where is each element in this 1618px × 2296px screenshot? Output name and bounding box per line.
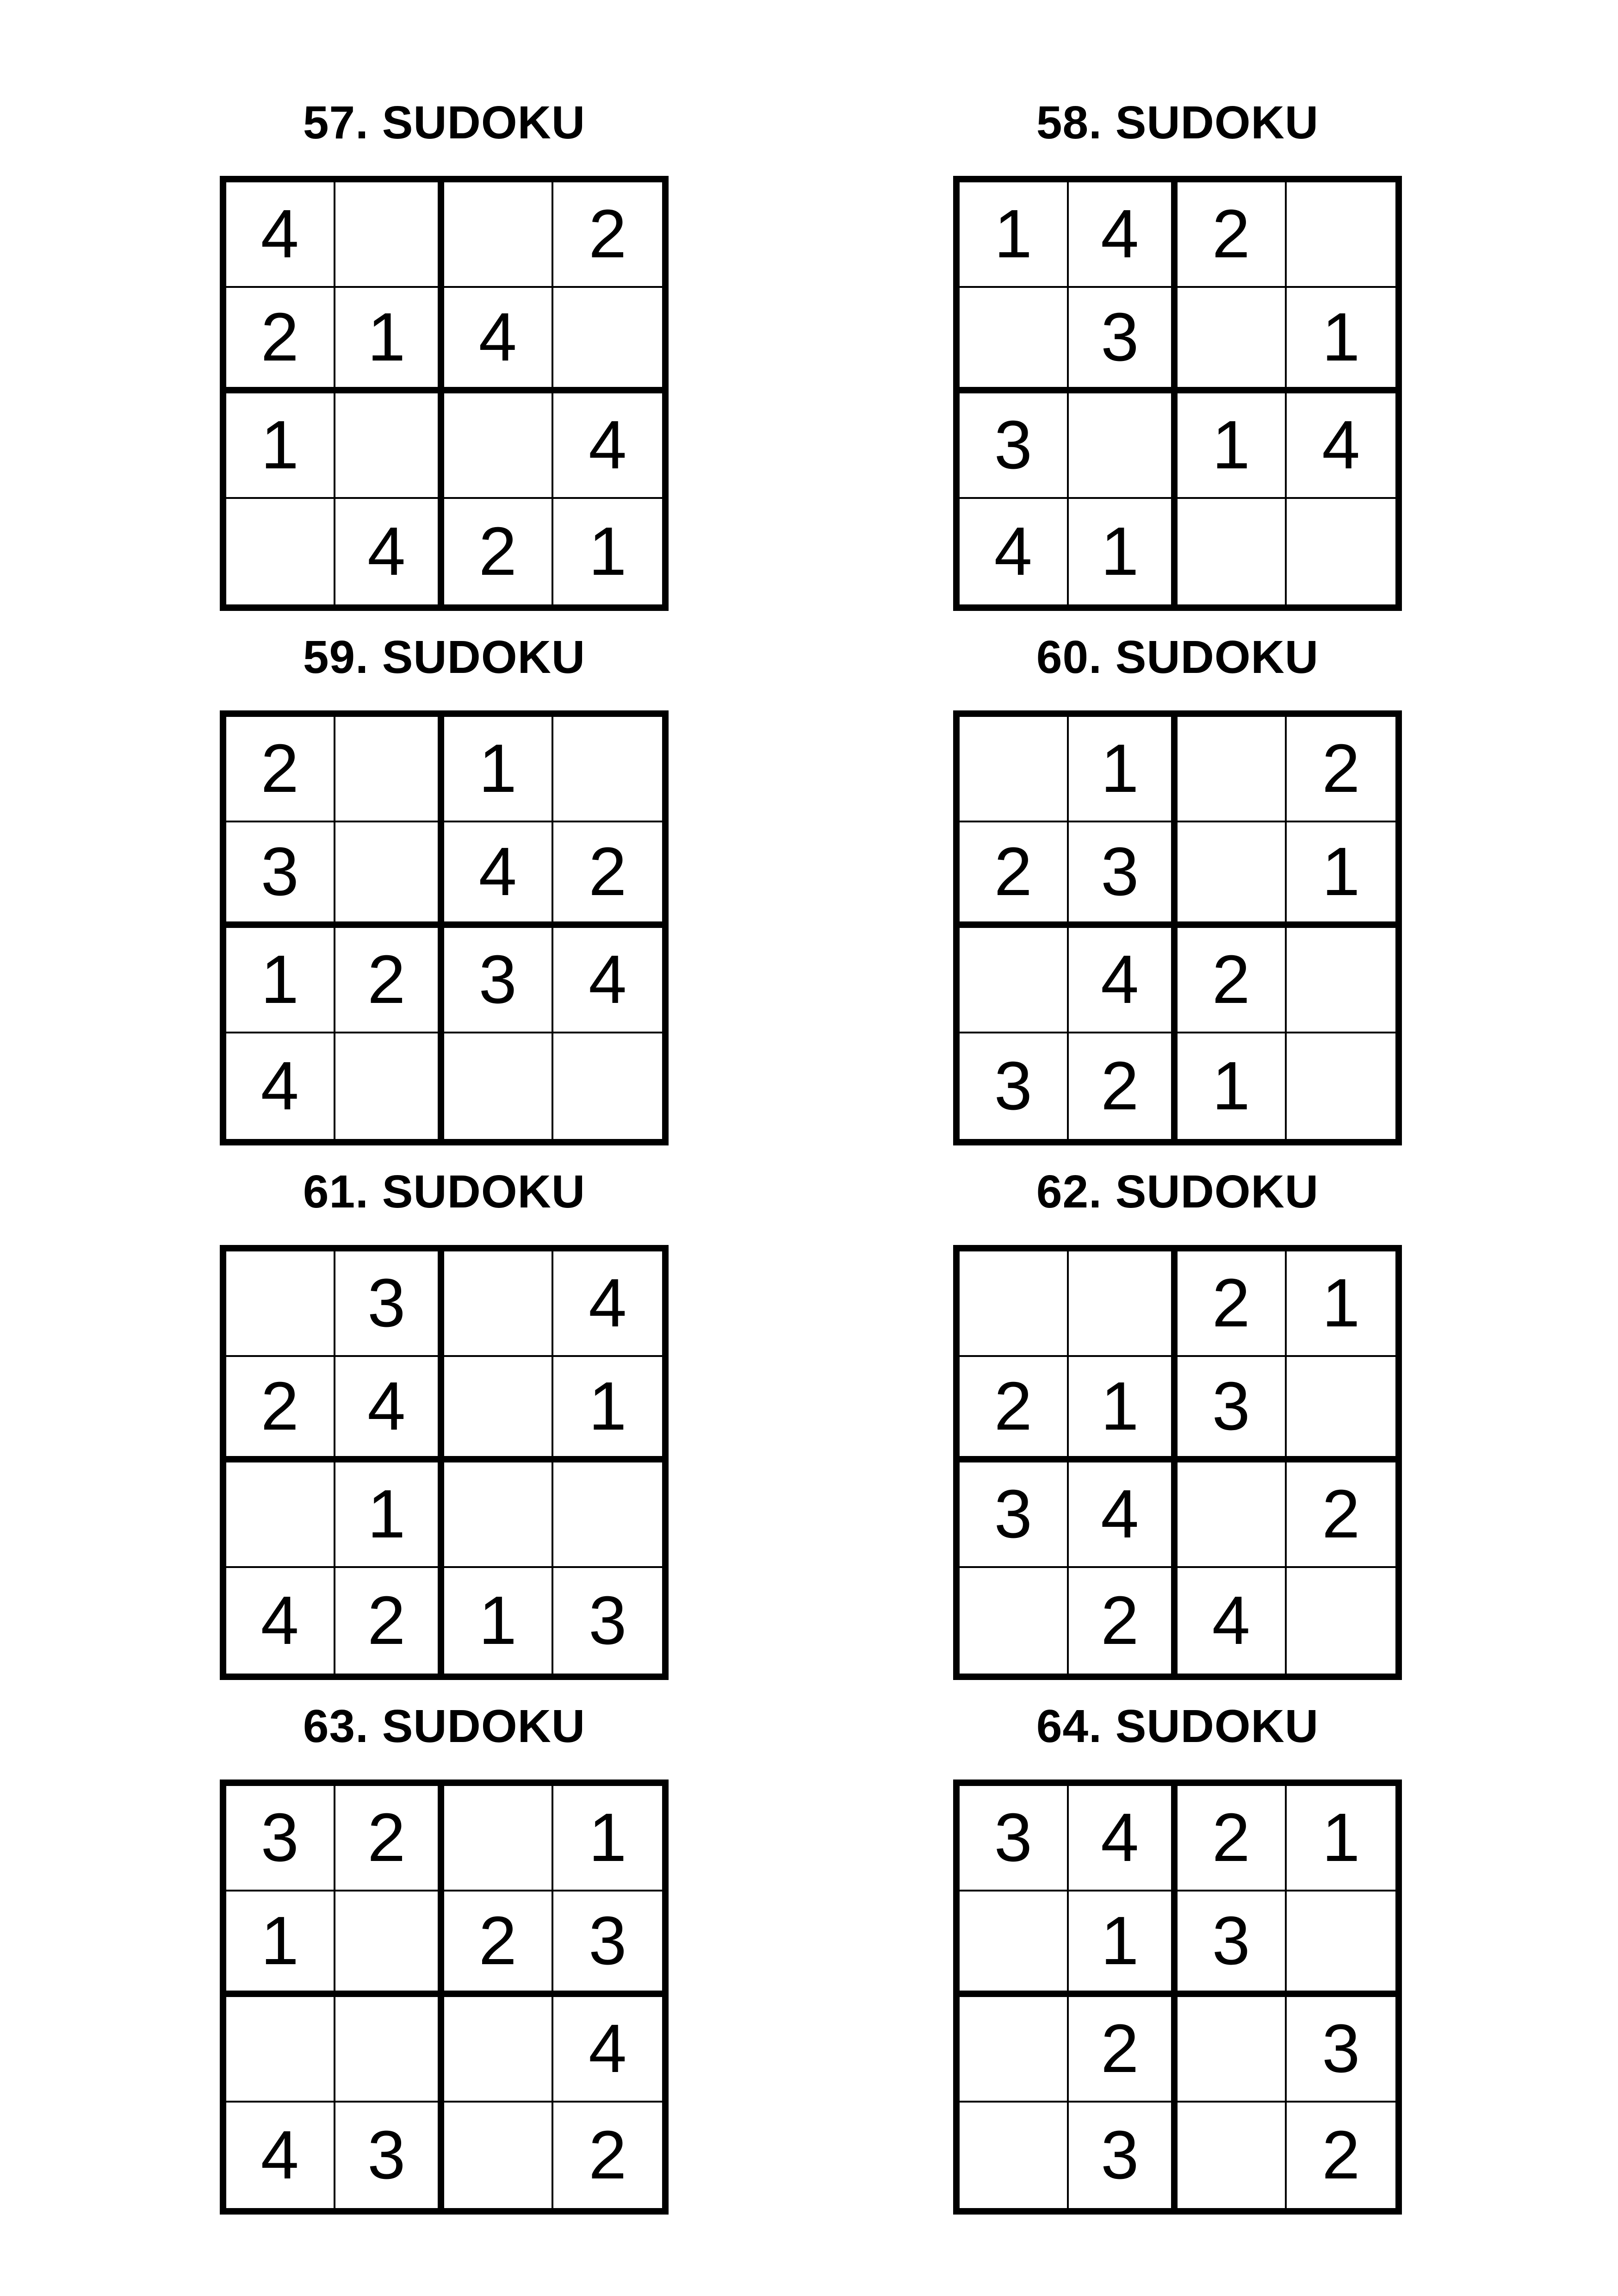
sudoku-cell-given: 3 xyxy=(1069,2103,1178,2208)
sudoku-cell-given: 1 xyxy=(226,1892,335,1997)
sudoku-cell-empty[interactable] xyxy=(1178,717,1287,822)
sudoku-cell-empty[interactable] xyxy=(444,1033,553,1139)
sudoku-cell-empty[interactable] xyxy=(226,1997,335,2103)
sudoku-cell-empty[interactable] xyxy=(226,499,335,604)
sudoku-cell-given: 1 xyxy=(1287,822,1396,928)
sudoku-cell-empty[interactable] xyxy=(335,393,445,499)
sudoku-cell-given: 4 xyxy=(1287,393,1396,499)
sudoku-cell-given: 2 xyxy=(1287,717,1396,822)
sudoku-cell-empty[interactable] xyxy=(960,928,1069,1033)
sudoku-cell-given: 4 xyxy=(226,1033,335,1139)
sudoku-cell-empty[interactable] xyxy=(1287,928,1396,1033)
sudoku-cell-empty[interactable] xyxy=(444,1997,553,2103)
sudoku-cell-given: 3 xyxy=(1178,1357,1287,1462)
sudoku-cell-empty[interactable] xyxy=(1287,182,1396,288)
sudoku-cell-empty[interactable] xyxy=(335,1997,445,2103)
sudoku-cell-given: 3 xyxy=(1069,288,1178,393)
sudoku-cell-given: 2 xyxy=(335,1568,445,1674)
sudoku-cell-given: 1 xyxy=(226,928,335,1033)
sudoku-cell-given: 1 xyxy=(1069,499,1178,604)
sudoku-cell-given: 4 xyxy=(553,393,663,499)
sudoku-cell-empty[interactable] xyxy=(444,2103,553,2208)
sudoku-cell-empty[interactable] xyxy=(553,288,663,393)
sudoku-cell-given: 1 xyxy=(589,513,627,590)
sudoku-cell-empty[interactable] xyxy=(960,2103,1069,2208)
sudoku-cell-given: 3 xyxy=(226,822,335,928)
sudoku-grid xyxy=(953,710,1402,1145)
sudoku-cell-given: 1 xyxy=(335,288,445,393)
sudoku-cell-empty[interactable] xyxy=(226,1251,335,1357)
sudoku-cell-given: 4 xyxy=(1178,1568,1287,1674)
sudoku-cell-empty[interactable] xyxy=(1178,288,1287,393)
sudoku-grid xyxy=(953,176,1402,611)
sudoku-cell-given: 3 xyxy=(1287,1997,1396,2103)
sudoku-cell-given: 3 xyxy=(335,2103,445,2208)
sudoku-cell-empty[interactable] xyxy=(553,717,663,822)
sudoku-cell-empty[interactable] xyxy=(960,1892,1069,1997)
sudoku-cell-given: 2 xyxy=(1069,1997,1178,2103)
sudoku-cell-given: 2 xyxy=(1178,182,1287,288)
puzzle-title: 62. SUDOKU xyxy=(1036,1166,1319,1218)
sudoku-cell-empty[interactable] xyxy=(960,717,1069,822)
sudoku-cell-given: 2 xyxy=(1178,1786,1287,1892)
sudoku-cell-given: 2 xyxy=(226,288,335,393)
puzzle-title: 63. SUDOKU xyxy=(303,1700,586,1752)
sudoku-cell-empty[interactable] xyxy=(335,822,445,928)
sudoku-cell-given: 2 xyxy=(1178,1251,1287,1357)
sudoku-cell-given: 3 xyxy=(553,1892,663,1997)
sudoku-cell-given: 3 xyxy=(960,1462,1069,1568)
sudoku-cell-empty[interactable] xyxy=(553,1033,663,1139)
sudoku-cell-given: 2 xyxy=(1322,2117,1360,2193)
sudoku-cell-given: 1 xyxy=(1069,1892,1178,1997)
sudoku-cell-given: 1 xyxy=(1287,1786,1396,1892)
sudoku-cell-empty[interactable] xyxy=(1069,393,1178,499)
sudoku-cell-given: 4 xyxy=(226,182,335,288)
sudoku-cell-given: 2 xyxy=(960,1357,1069,1462)
puzzle-title: 60. SUDOKU xyxy=(1036,631,1319,683)
sudoku-cell-given: 3 xyxy=(960,393,1069,499)
sudoku-cell-given: 4 xyxy=(335,499,445,604)
sudoku-cell-empty[interactable] xyxy=(960,1997,1069,2103)
sudoku-cell-empty[interactable] xyxy=(1287,499,1396,604)
sudoku-cell-given: 4 xyxy=(553,1997,663,2103)
sudoku-cell-given: 1 xyxy=(553,1357,663,1462)
sudoku-cell-empty[interactable] xyxy=(444,393,553,499)
sudoku-grid xyxy=(220,176,669,611)
sudoku-cell-given: 2 xyxy=(1178,928,1287,1033)
puzzle-title: 59. SUDOKU xyxy=(303,631,586,683)
sudoku-cell-empty[interactable] xyxy=(960,1251,1069,1357)
sudoku-cell-given: 3 xyxy=(226,1786,335,1892)
sudoku-cell-empty[interactable] xyxy=(444,1357,553,1462)
sudoku-cell-given: 4 xyxy=(226,1568,335,1674)
sudoku-grid xyxy=(953,1245,1402,1680)
sudoku-cell-given: 2 xyxy=(226,1357,335,1462)
sudoku-cell-given: 3 xyxy=(960,1786,1069,1892)
sudoku-cell-given: 4 xyxy=(444,822,553,928)
sudoku-cell-empty[interactable] xyxy=(1287,1892,1396,1997)
puzzle-title: 58. SUDOKU xyxy=(1036,97,1319,149)
sudoku-cell-given: 1 xyxy=(553,1786,663,1892)
sudoku-cell-empty[interactable] xyxy=(1178,822,1287,928)
sudoku-cell-given: 1 xyxy=(1069,717,1178,822)
sudoku-cell-given: 2 xyxy=(1069,1033,1178,1139)
sudoku-grid xyxy=(953,1780,1402,2215)
sudoku-cell-empty[interactable] xyxy=(553,1462,663,1568)
sudoku-cell-given: 2 xyxy=(335,928,445,1033)
sudoku-cell-empty[interactable] xyxy=(1287,1568,1396,1674)
sudoku-cell-given: 2 xyxy=(1069,1568,1178,1674)
puzzle-title: 57. SUDOKU xyxy=(303,97,586,149)
sudoku-cell-given: 1 xyxy=(1178,1033,1287,1139)
sudoku-grid xyxy=(220,1780,669,2215)
sudoku-cell-given: 3 xyxy=(444,928,553,1033)
sudoku-cell-empty[interactable] xyxy=(444,182,553,288)
sudoku-cell-given: 2 xyxy=(960,822,1069,928)
sudoku-cell-empty[interactable] xyxy=(444,1786,553,1892)
sudoku-cell-given: 4 xyxy=(1069,1786,1178,1892)
sudoku-cell-given: 4 xyxy=(960,499,1069,604)
sudoku-cell-given: 1 xyxy=(1178,393,1287,499)
sudoku-cell-empty[interactable] xyxy=(1287,1357,1396,1462)
sudoku-cell-empty[interactable] xyxy=(1178,1462,1287,1568)
sudoku-cell-empty[interactable] xyxy=(1287,1033,1396,1139)
sudoku-cell-given: 4 xyxy=(1069,928,1178,1033)
sudoku-cell-given: 4 xyxy=(1069,182,1178,288)
sudoku-cell-given: 2 xyxy=(444,499,553,604)
sudoku-cell-given: 1 xyxy=(444,717,553,822)
sudoku-cell-empty[interactable] xyxy=(444,1251,553,1357)
sudoku-cell-given: 2 xyxy=(226,717,335,822)
sudoku-cell-empty[interactable] xyxy=(1178,1997,1287,2103)
sudoku-cell-empty[interactable] xyxy=(335,1892,445,1997)
sudoku-cell-given: 4 xyxy=(553,1251,663,1357)
sudoku-cell-given: 2 xyxy=(553,822,663,928)
sudoku-cell-given: 3 xyxy=(335,1251,445,1357)
sudoku-grid xyxy=(220,1245,669,1680)
sudoku-cell-given: 3 xyxy=(1069,822,1178,928)
sudoku-cell-given: 2 xyxy=(1287,1462,1396,1568)
sudoku-cell-empty[interactable] xyxy=(335,717,445,822)
puzzle-title: 64. SUDOKU xyxy=(1036,1700,1319,1752)
sudoku-cell-given: 2 xyxy=(589,2117,627,2193)
sudoku-cell-empty[interactable] xyxy=(960,288,1069,393)
sudoku-cell-given: 1 xyxy=(1069,1357,1178,1462)
sudoku-cell-given: 4 xyxy=(335,1357,445,1462)
sudoku-cell-given: 1 xyxy=(226,393,335,499)
sudoku-cell-empty[interactable] xyxy=(226,1462,335,1568)
sudoku-cell-empty[interactable] xyxy=(1178,2103,1287,2208)
sudoku-grid xyxy=(220,710,669,1145)
sudoku-cell-given: 1 xyxy=(444,1568,553,1674)
sudoku-cell-empty[interactable] xyxy=(1178,499,1287,604)
sudoku-cell-given: 1 xyxy=(1287,288,1396,393)
sudoku-cell-given: 2 xyxy=(444,1892,553,1997)
sudoku-cell-given: 4 xyxy=(226,2103,335,2208)
sudoku-cell-empty[interactable] xyxy=(1069,1251,1178,1357)
sudoku-cell-given: 3 xyxy=(960,1033,1069,1139)
sudoku-cell-given: 1 xyxy=(960,182,1069,288)
sudoku-cell-given: 4 xyxy=(444,288,553,393)
sudoku-cell-given: 4 xyxy=(1069,1462,1178,1568)
sudoku-cell-given: 2 xyxy=(553,182,663,288)
sudoku-cell-given: 1 xyxy=(1287,1251,1396,1357)
sudoku-cell-given: 3 xyxy=(1178,1892,1287,1997)
sudoku-cell-given: 1 xyxy=(335,1462,445,1568)
sudoku-cell-empty[interactable] xyxy=(960,1568,1069,1674)
puzzle-title: 61. SUDOKU xyxy=(303,1166,586,1218)
sudoku-cell-empty[interactable] xyxy=(444,1462,553,1568)
sudoku-cell-empty[interactable] xyxy=(335,182,445,288)
sudoku-cell-given: 3 xyxy=(589,1582,627,1659)
sudoku-cell-given: 2 xyxy=(335,1786,445,1892)
sudoku-cell-given: 4 xyxy=(553,928,663,1033)
sudoku-cell-empty[interactable] xyxy=(335,1033,445,1139)
